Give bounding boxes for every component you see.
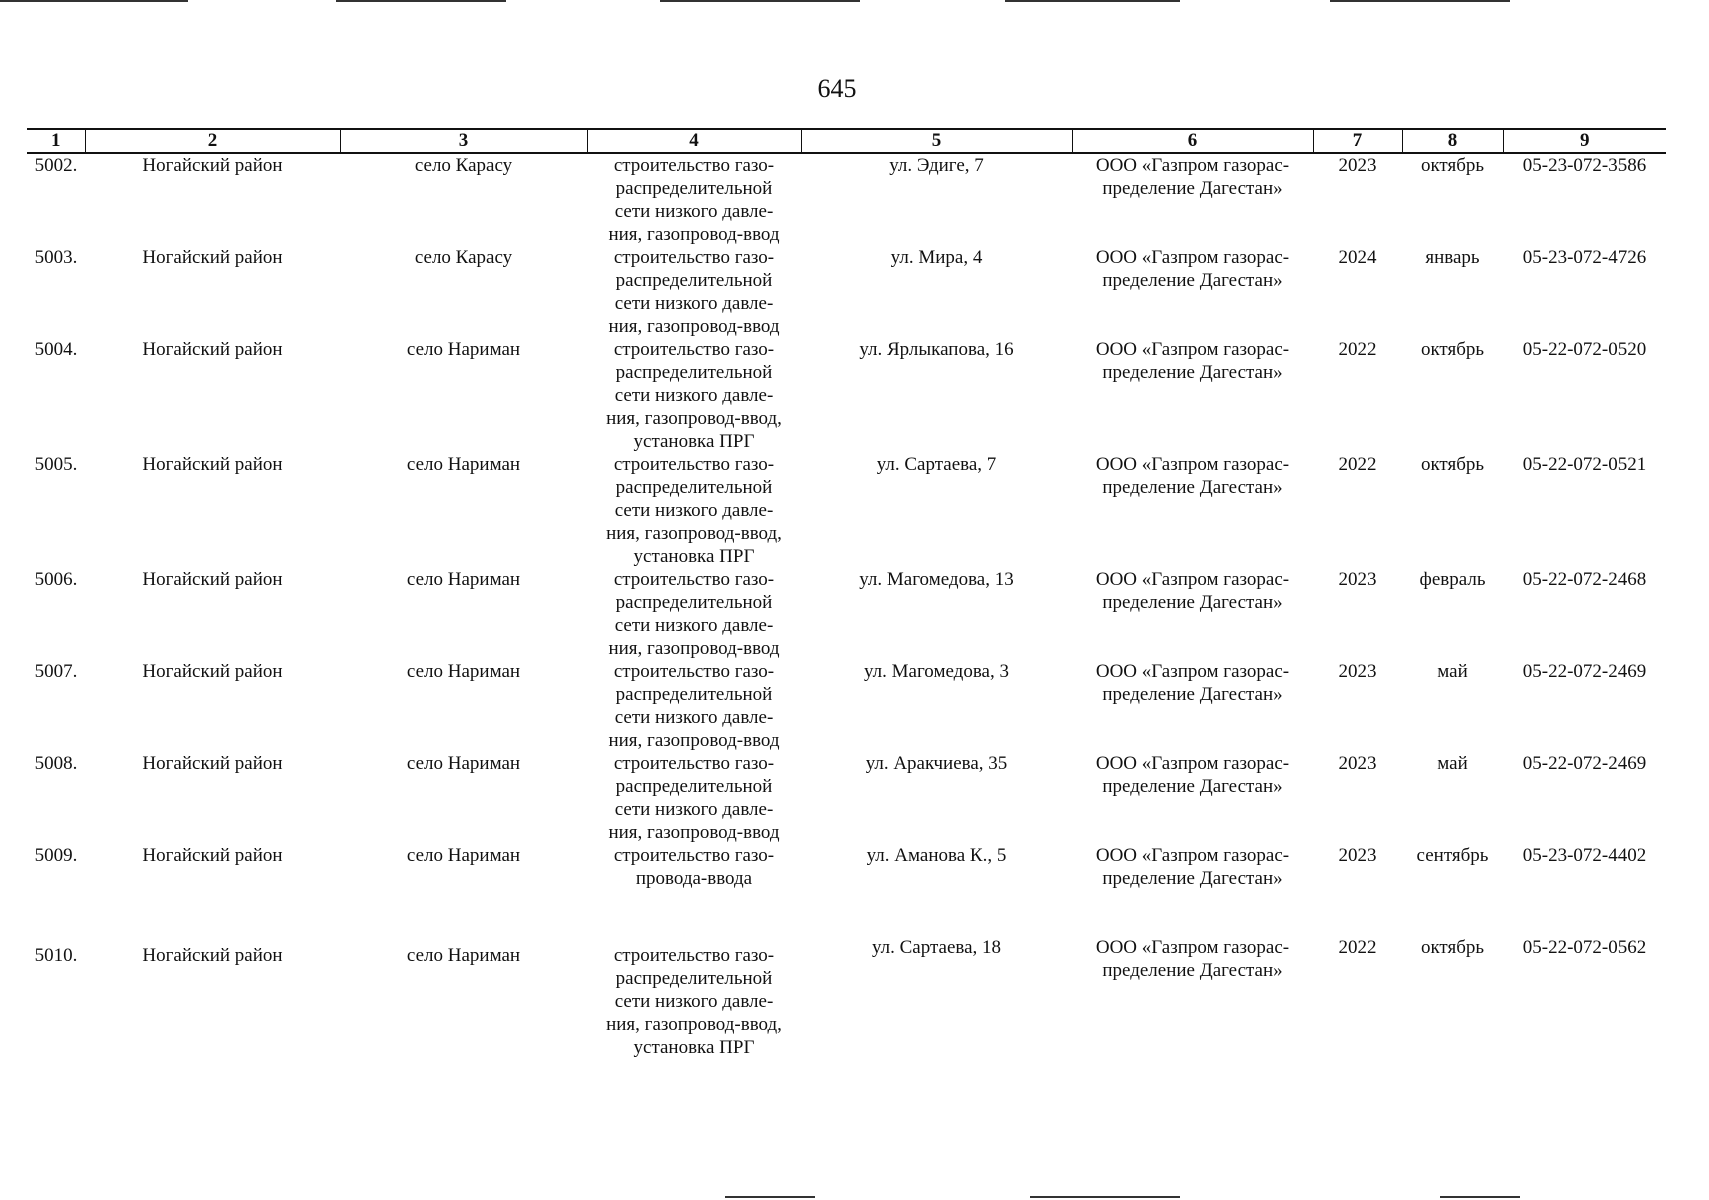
row-number: 5009.	[34, 845, 78, 866]
object-cell-line: строительство газо-	[613, 155, 775, 176]
object-cell-line: ния, газопровод-ввод,	[606, 1014, 782, 1035]
column-header-3: 3	[340, 129, 587, 153]
object-cell	[587, 752, 801, 844]
object-cell-line: сети низкого давле-	[614, 385, 774, 406]
scan-edge-mark	[0, 0, 188, 2]
object-cell-line: строительство газо-	[613, 753, 775, 774]
code-cell: 05-23-072-4726	[1522, 247, 1647, 268]
organization-cell-line: пределение Дагестан»	[1102, 477, 1283, 498]
column-header-9: 9	[1503, 129, 1666, 153]
object-cell	[587, 338, 801, 453]
organization-cell-line: пределение Дагестан»	[1102, 270, 1283, 291]
organization-cell	[1072, 660, 1313, 752]
address-cell: ул. Мира, 4	[890, 247, 983, 268]
code-cell: 05-23-072-3586	[1522, 155, 1647, 176]
column-header-7: 7	[1313, 129, 1402, 153]
organization-cell-line: ООО «Газпром газорас-	[1095, 247, 1290, 268]
object-cell-line: строительство газо-	[613, 569, 775, 590]
object-cell	[587, 936, 801, 1062]
settlement-cell: село Нариман	[406, 454, 521, 475]
row-number: 5005.	[34, 454, 78, 475]
object-cell-line: ния, газопровод-ввод	[608, 730, 780, 751]
object-cell-line: сети низкого давле-	[614, 201, 774, 222]
organization-cell	[1072, 338, 1313, 453]
scan-edge-mark	[660, 0, 860, 2]
organization-cell-line: ООО «Газпром газорас-	[1095, 937, 1290, 958]
settlement-cell: село Карасу	[414, 247, 513, 268]
scan-edge-mark	[1440, 1196, 1520, 1198]
object-cell-line: сети низкого давле-	[614, 293, 774, 314]
object-cell-line: распределительной	[615, 776, 773, 797]
table-row	[27, 153, 1666, 246]
object-cell-line: строительство газо-	[613, 945, 775, 966]
scan-edge-mark	[725, 1196, 815, 1198]
month-cell: май	[1437, 661, 1468, 682]
row-number: 5006.	[34, 569, 78, 590]
organization-cell-line: ООО «Газпром газорас-	[1095, 569, 1290, 590]
district-cell: Ногайский район	[142, 155, 283, 176]
object-cell-line: провода-ввода	[635, 868, 753, 889]
code-cell: 05-22-072-0521	[1522, 454, 1647, 475]
registry-table-container	[27, 128, 1666, 1062]
column-header-6: 6	[1072, 129, 1313, 153]
address-cell: ул. Эдиге, 7	[889, 155, 984, 176]
object-cell-line: сети низкого давле-	[614, 991, 774, 1012]
table-row	[27, 936, 1666, 1062]
object-cell-line: распределительной	[615, 592, 773, 613]
object-cell-line: установка ПРГ	[633, 431, 755, 452]
row-number: 5008.	[34, 753, 78, 774]
scan-edge-mark	[1030, 1196, 1180, 1198]
table-row	[27, 844, 1666, 936]
district-cell: Ногайский район	[142, 247, 283, 268]
row-number: 5010.	[34, 945, 78, 966]
object-cell	[587, 153, 801, 246]
organization-cell-line: пределение Дагестан»	[1102, 592, 1283, 613]
row-number: 5007.	[34, 661, 78, 682]
organization-cell	[1072, 936, 1313, 1062]
code-cell: 05-22-072-2468	[1522, 569, 1647, 590]
code-cell: 05-23-072-4402	[1522, 845, 1647, 866]
code-cell: 05-22-072-2469	[1522, 661, 1647, 682]
object-cell-line: ния, газопровод-ввод	[608, 224, 780, 245]
address-cell: ул. Магомедова, 3	[864, 661, 1009, 682]
organization-cell-line: пределение Дагестан»	[1102, 684, 1283, 705]
scan-edge-mark	[1005, 0, 1180, 2]
organization-cell-line: пределение Дагестан»	[1102, 178, 1283, 199]
object-cell-line: установка ПРГ	[633, 1037, 755, 1058]
organization-cell-line: ООО «Газпром газорас-	[1095, 753, 1290, 774]
year-cell: 2023	[1338, 753, 1377, 774]
header-row	[27, 129, 1666, 153]
settlement-cell: село Нариман	[406, 661, 521, 682]
row-number: 5003.	[34, 247, 78, 268]
organization-cell	[1072, 844, 1313, 936]
district-cell: Ногайский район	[142, 454, 283, 475]
page-number: 645	[817, 74, 857, 103]
address-cell: ул. Сартаева, 18	[871, 937, 1002, 958]
object-cell-line: строительство газо-	[613, 661, 775, 682]
settlement-cell: село Карасу	[414, 155, 513, 176]
table-header	[27, 129, 1666, 153]
object-cell-line: сети низкого давле-	[614, 707, 774, 728]
month-cell: январь	[1425, 247, 1480, 268]
district-cell: Ногайский район	[142, 945, 283, 966]
registry-table	[27, 128, 1666, 1062]
row-number: 5004.	[34, 339, 78, 360]
table-row	[27, 568, 1666, 660]
table-body	[27, 153, 1666, 1062]
object-cell-line: установка ПРГ	[633, 546, 755, 567]
object-cell-line: сети низкого давле-	[614, 500, 774, 521]
code-cell: 05-22-072-0520	[1522, 339, 1647, 360]
object-cell-line: распределительной	[615, 684, 773, 705]
settlement-cell: село Нариман	[406, 569, 521, 590]
table-row	[27, 660, 1666, 752]
organization-cell-line: ООО «Газпром газорас-	[1095, 339, 1290, 360]
column-header-5: 5	[801, 129, 1072, 153]
month-cell: февраль	[1419, 569, 1486, 590]
year-cell: 2023	[1338, 155, 1377, 176]
object-cell-line: ния, газопровод-ввод	[608, 316, 780, 337]
district-cell: Ногайский район	[142, 569, 283, 590]
settlement-cell: село Нариман	[406, 339, 521, 360]
address-cell: ул. Ярлыкапова, 16	[859, 339, 1014, 360]
object-cell-line: распределительной	[615, 477, 773, 498]
year-cell: 2023	[1338, 845, 1377, 866]
table-row	[27, 453, 1666, 568]
object-cell-line: строительство газо-	[613, 845, 775, 866]
organization-cell	[1072, 752, 1313, 844]
object-cell-line: ния, газопровод-ввод,	[606, 523, 782, 544]
district-cell: Ногайский район	[142, 661, 283, 682]
settlement-cell: село Нариман	[406, 945, 521, 966]
year-cell: 2022	[1338, 937, 1377, 958]
month-cell: сентябрь	[1416, 845, 1489, 866]
object-cell-line: ния, газопровод-ввод	[608, 638, 780, 659]
row-number: 5002.	[34, 155, 78, 176]
code-cell: 05-22-072-0562	[1522, 937, 1647, 958]
table-row	[27, 246, 1666, 338]
column-header-1: 1	[27, 129, 85, 153]
object-cell	[587, 844, 801, 936]
object-cell	[587, 568, 801, 660]
object-cell	[587, 660, 801, 752]
district-cell: Ногайский район	[142, 845, 283, 866]
object-cell-line: сети низкого давле-	[614, 615, 774, 636]
month-cell: октябрь	[1420, 155, 1485, 176]
object-cell	[587, 453, 801, 568]
table-row	[27, 752, 1666, 844]
organization-cell-line: пределение Дагестан»	[1102, 868, 1283, 889]
year-cell: 2022	[1338, 339, 1377, 360]
address-cell: ул. Аманова К., 5	[866, 845, 1007, 866]
object-cell-line: сети низкого давле-	[614, 799, 774, 820]
object-cell-line: распределительной	[615, 968, 773, 989]
organization-cell-line: пределение Дагестан»	[1102, 960, 1283, 981]
district-cell: Ногайский район	[142, 753, 283, 774]
object-cell-line: ния, газопровод-ввод,	[606, 408, 782, 429]
organization-cell-line: ООО «Газпром газорас-	[1095, 155, 1290, 176]
scan-edge-mark	[336, 0, 506, 2]
object-cell-line: строительство газо-	[613, 339, 775, 360]
organization-cell	[1072, 568, 1313, 660]
organization-cell-line: ООО «Газпром газорас-	[1095, 454, 1290, 475]
settlement-cell: село Нариман	[406, 753, 521, 774]
address-cell: ул. Аракчиева, 35	[865, 753, 1008, 774]
column-header-4: 4	[587, 129, 801, 153]
month-cell: октябрь	[1420, 339, 1485, 360]
organization-cell-line: ООО «Газпром газорас-	[1095, 661, 1290, 682]
year-cell: 2024	[1338, 247, 1377, 268]
organization-cell	[1072, 246, 1313, 338]
address-cell: ул. Магомедова, 13	[859, 569, 1014, 590]
year-cell: 2023	[1338, 569, 1377, 590]
object-cell-line: строительство газо-	[613, 247, 775, 268]
scan-edge-mark	[1330, 0, 1510, 2]
object-cell-line: распределительной	[615, 178, 773, 199]
district-cell: Ногайский район	[142, 339, 283, 360]
table-row	[27, 338, 1666, 453]
year-cell: 2022	[1338, 454, 1377, 475]
month-cell: май	[1437, 753, 1468, 774]
object-cell-line: распределительной	[615, 362, 773, 383]
settlement-cell: село Нариман	[406, 845, 521, 866]
organization-cell	[1072, 453, 1313, 568]
object-cell	[587, 246, 801, 338]
object-cell-line: строительство газо-	[613, 454, 775, 475]
organization-cell	[1072, 153, 1313, 246]
organization-cell-line: пределение Дагестан»	[1102, 362, 1283, 383]
object-cell-line: ния, газопровод-ввод	[608, 822, 780, 843]
month-cell: октябрь	[1420, 454, 1485, 475]
column-header-2: 2	[85, 129, 340, 153]
organization-cell-line: пределение Дагестан»	[1102, 776, 1283, 797]
organization-cell-line: ООО «Газпром газорас-	[1095, 845, 1290, 866]
month-cell: октябрь	[1420, 937, 1485, 958]
code-cell: 05-22-072-2469	[1522, 753, 1647, 774]
year-cell: 2023	[1338, 661, 1377, 682]
object-cell-line: распределительной	[615, 270, 773, 291]
column-header-8: 8	[1402, 129, 1503, 153]
address-cell: ул. Сартаева, 7	[876, 454, 997, 475]
